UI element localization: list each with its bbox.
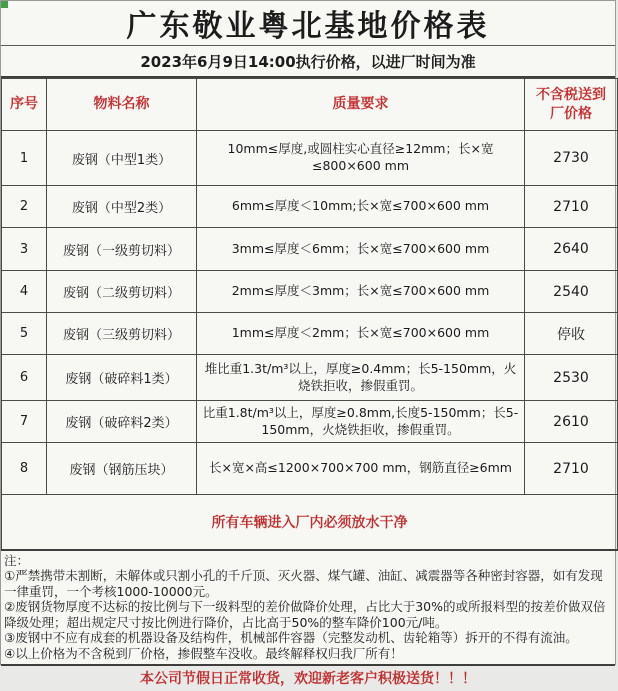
column-header-material: 物料名称 [47,79,197,131]
table-row [2,271,618,313]
execution-date-subtitle: 2023年6月9日14:00执行价格，以进厂时间为准 [1,46,615,78]
cell-price: 2710 [525,443,618,495]
footer-banner: 本公司节假日正常收货，欢迎新老客户积极送货！！！ [140,671,476,688]
cell-quality: 1mm≤厚度＜2mm；长×宽≤700×600 mm [197,313,525,355]
note-line: ④以上价格为不含税到厂价格，掺假整车没收。最终解释权归我厂所有！ [4,646,403,662]
cell-no: 5 [2,313,47,355]
column-header-no: 序号 [2,79,47,131]
table-row [2,186,618,228]
cell-price: 2640 [525,228,618,271]
table-row [2,228,618,271]
cell-no: 7 [2,401,47,443]
table-header-row [2,79,618,131]
note-line: ①严禁携带未割断，未解体或只割小孔的千斤顶、灭火器、煤气罐、油缸、减震器等各种密封容器，如有发现一律重罚，一个考核1000-10000元。 [4,568,603,599]
price-table [1,78,618,551]
cell-material: 废钢（中型1类） [47,131,197,186]
cell-quality: 3mm≤厚度＜6mm；长×宽≤700×600 mm [197,228,525,271]
table-row [2,313,618,355]
cell-price: 2610 [525,401,618,443]
cell-material: 废钢（三级剪切料） [47,313,197,355]
cell-quality: 比重1.8t/m³以上，厚度≥0.8mm,长度5-150mm；长5-150mm，火烧铁拒收，掺假重罚。 [197,401,525,443]
cell-quality: 长×宽×高≤1200×700×700 mm，钢筋直径≥6mm [197,443,525,495]
note-line: ②废钢货物厚度不达标的按比例与下一级料型的差价做降价处理，占比大于30%的或所报料型的按差价做双倍降级处理；超出规定尺寸按比例进行降价，占比高于50%的整车降价100元/吨。 [4,599,606,630]
cell-no: 6 [2,355,47,401]
cell-price: 2530 [525,355,618,401]
vehicle-wash-note-row [2,495,618,550]
cell-no: 8 [2,443,47,495]
cell-no: 2 [2,186,47,228]
notes-section [1,551,615,666]
notes-label: 注： [4,552,30,568]
cell-quality: 堆比重1.3t/m³以上，厚度≥0.4mm；长5-150mm，火烧铁拒收，掺假重罚。 [197,355,525,401]
cell-material: 废钢（破碎料1类） [47,355,197,401]
table-row [2,401,618,443]
cell-no: 4 [2,271,47,313]
cell-quality: 10mm≤厚度,或圆柱实心直径≥12mm；长×宽≤800×600 mm [197,131,525,186]
cell-material: 废钢（二级剪切料） [47,271,197,313]
cell-material: 废钢（钢筋压块） [47,443,197,495]
cell-price: 2710 [525,186,618,228]
cell-price: 停收 [525,313,618,355]
cell-quality: 2mm≤厚度＜3mm；长×宽≤700×600 mm [197,271,525,313]
cell-material: 废钢（破碎料2类） [47,401,197,443]
cell-price: 2540 [525,271,618,313]
cell-quality: 6mm≤厚度＜10mm;长×宽≤700×600 mm [197,186,525,228]
page-title: 广东敬业粤北基地价格表 [1,1,615,46]
table-row [2,131,618,186]
cell-no: 1 [2,131,47,186]
table-row [2,355,618,401]
green-corner-artifact [1,1,8,8]
table-row [2,443,618,495]
column-header-quality: 质量要求 [197,79,525,131]
column-header-price: 不含税送到厂价格 [525,79,618,131]
cell-price: 2730 [525,131,618,186]
note-line: ③废钢中不应有成套的机器设备及结构件，机械部件容器（完整发动机、齿轮箱等）拆开的不得有流油。 [4,630,578,646]
vehicle-wash-note: 所有车辆进入厂内必须放水干净 [2,495,618,550]
cell-no: 3 [2,228,47,271]
cell-material: 废钢（中型2类） [47,186,197,228]
cell-material: 废钢（一级剪切料） [47,228,197,271]
